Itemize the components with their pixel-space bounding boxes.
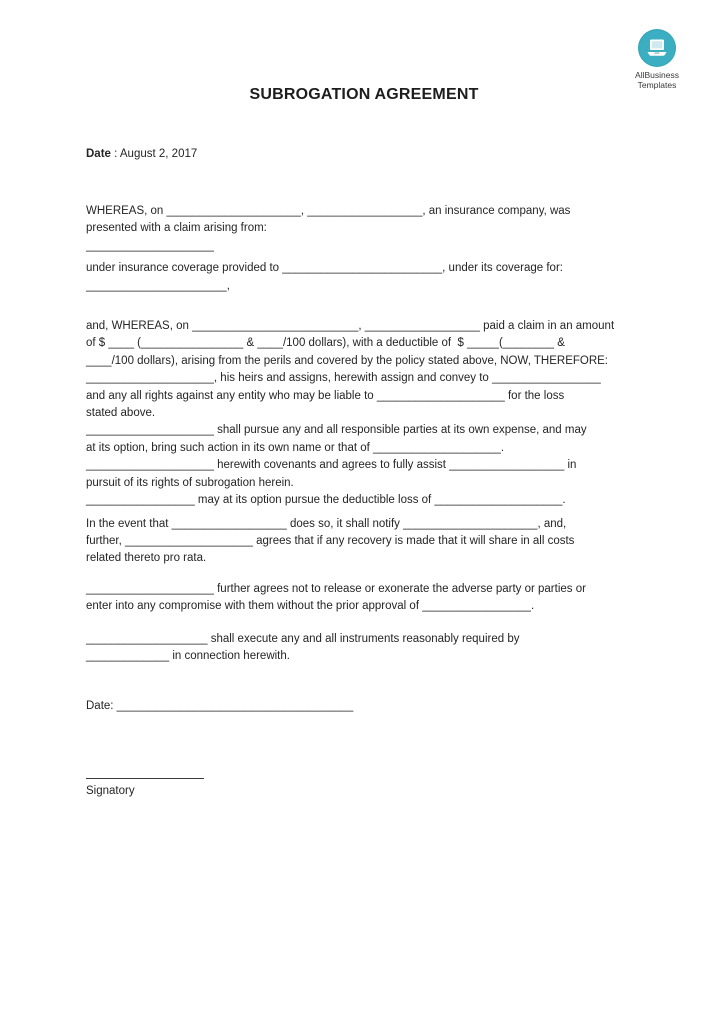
- text-line: ____________________ further agrees not to release or exonerate the adverse party or parties or: [86, 582, 586, 595]
- signature-line: [86, 761, 204, 779]
- paragraph-claim-amount-assignment: [86, 318, 666, 509]
- text-line: ____________________, his heirs and assigns, herewith assign and convey to _________________: [86, 372, 601, 385]
- text-line: under insurance coverage provided to _________________________, under its coverage for:: [86, 262, 563, 275]
- brand-name-line1: AllBusiness: [635, 70, 679, 80]
- document-body: [86, 203, 666, 800]
- text-line: In the event that __________________ does so, it shall notify _____________________, and,: [86, 517, 567, 530]
- text-line: related thereto pro rata.: [86, 552, 207, 565]
- date-label: Date: [86, 148, 111, 160]
- paragraph-notification-recovery: [86, 516, 666, 568]
- text-line: ____________________ shall pursue any and all responsible parties at its own expense, and may: [86, 424, 587, 437]
- text-line: ____________________ herewith covenants and agrees to fully assist __________________ in: [86, 459, 577, 472]
- text-line: presented with a claim arising from:: [86, 222, 267, 235]
- brand-logo: [628, 28, 686, 90]
- signatory-label: Signatory: [86, 784, 135, 797]
- paragraph-whereas-claim: [86, 203, 666, 255]
- text-line: ___________________ shall execute any and all instruments reasonably required by: [86, 632, 520, 645]
- text-line: ____/100 dollars), arising from the perils and covered by the policy stated above, NOW, THEREFORE:: [86, 354, 609, 367]
- text-line: ______________________,: [86, 279, 230, 292]
- text-line: pursuit of its rights of subrogation herein.: [86, 476, 294, 489]
- text-line: stated above.: [86, 407, 156, 420]
- text-line: enter into any compromise with them without the prior approval of _________________.: [86, 600, 535, 613]
- brand-name-line2: Templates: [637, 80, 677, 90]
- page-title: SUBROGATION AGREEMENT: [249, 86, 479, 103]
- text-line: _________________ may at its option pursue the deductible loss of ____________________.: [86, 494, 566, 507]
- text-line: WHEREAS, on _____________________, __________________, an insurance company, was: [86, 205, 571, 217]
- text-line: at its option, bring such action in its own name or that of ____________________.: [86, 441, 505, 454]
- paragraph-no-release: [86, 581, 666, 616]
- text-line: further, ____________________ agrees that if any recovery is made that it will share in all costs: [86, 534, 575, 547]
- text-line: _____________ in connection herewith.: [86, 649, 290, 662]
- paragraph-execute-instruments: [86, 631, 666, 666]
- text-line: and any all rights against any entity who may be liable to ____________________ for the loss: [86, 389, 565, 402]
- date-value: : August 2, 2017: [110, 148, 198, 160]
- text-line: ____________________: [86, 239, 214, 252]
- text-line: of $ ____ (________________ & ____/100 dollars), with a deductible of $ _____(________ &: [86, 337, 565, 350]
- text-line: Date: _____________________________________: [86, 700, 354, 713]
- document-date: [86, 146, 197, 163]
- laptop-logo-icon: [637, 28, 677, 68]
- date-fill-in-row: [86, 698, 666, 715]
- paragraph-insurance-coverage: [86, 260, 666, 295]
- text-line: and, WHEREAS, on __________________________, __________________ paid a claim in an amount: [86, 320, 615, 333]
